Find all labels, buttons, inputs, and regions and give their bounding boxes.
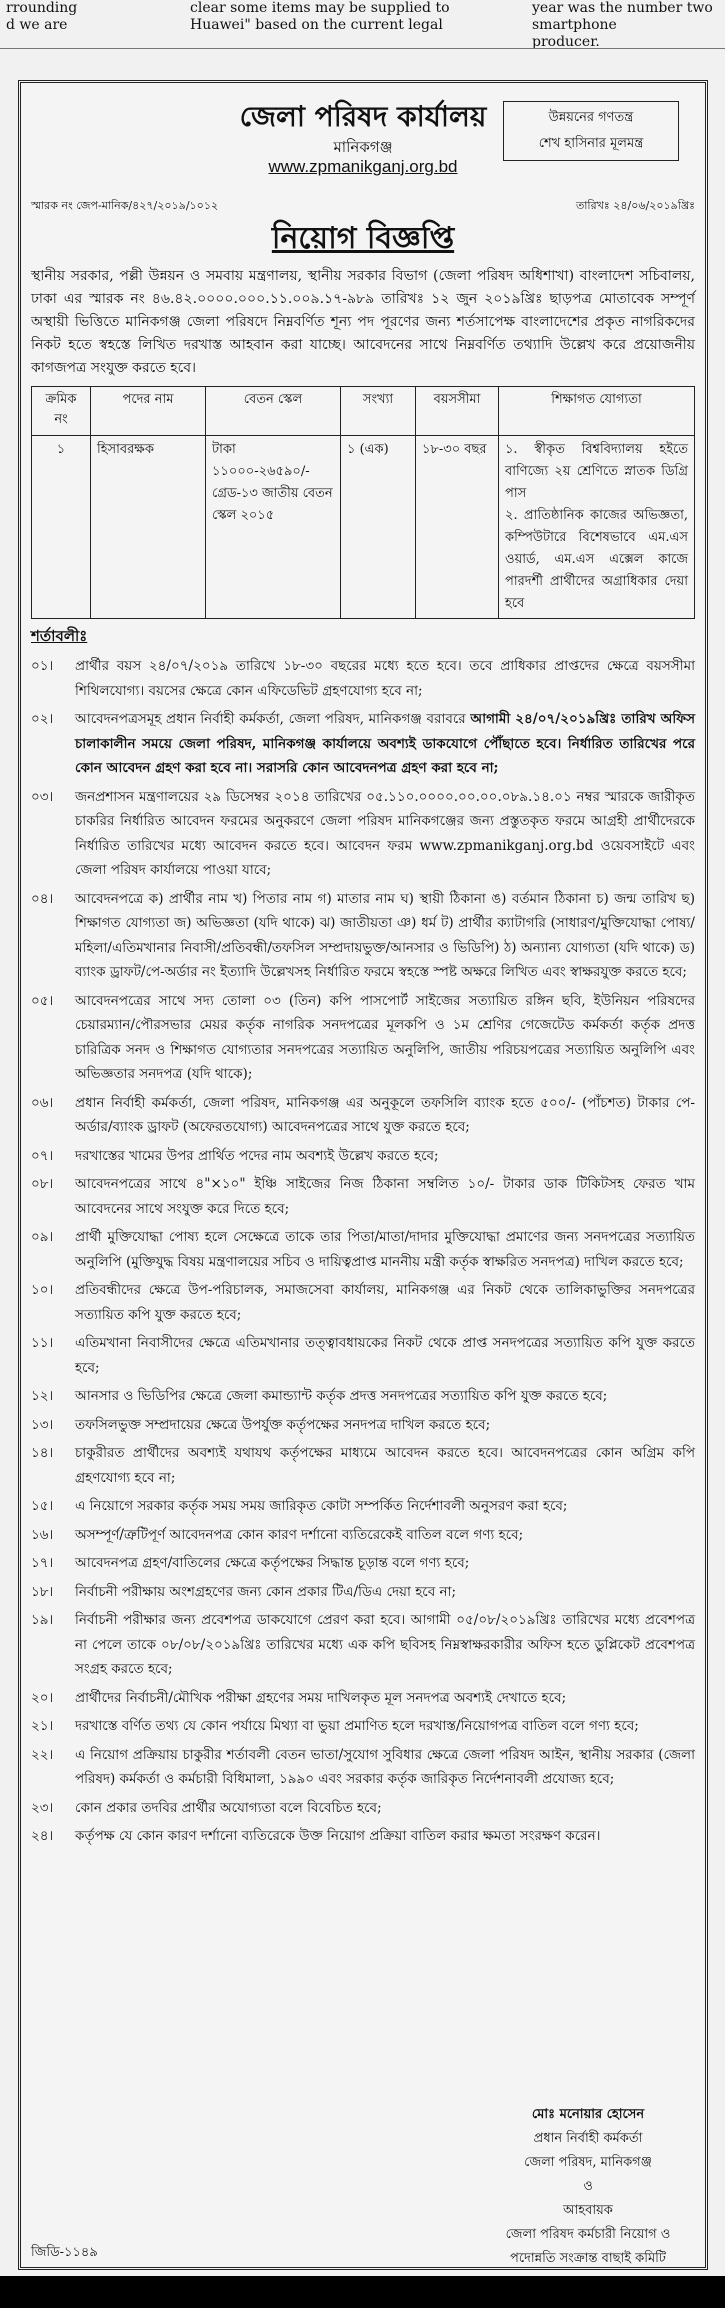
term-number: ১৩। [31,1416,54,1433]
motto-box [503,101,679,161]
term-item [31,1331,695,1380]
strip-divider [0,48,725,49]
strip-column-3: year was the number two smartphone producer. [532,0,713,50]
term-item [31,1144,695,1169]
term-item [31,1824,695,1849]
term-text: প্রার্থীর বয়স ২৪/০৭/২০১৯ তারিখে ১৮-৩০ বছরের মধ্যে হতে হবে। তবে প্রাধিকার প্রাপ্তদের ক্ষেত্রে বয়সসীমা শিথিলযোগ্য। বয়সের ক্ষেত্রে কোন এফিডেভিট গ্রহণযোগ্য হবে না; [75,658,695,699]
term-item [31,785,695,883]
term-number: ০৭। [31,1147,54,1164]
term-number: ১৫। [31,1498,54,1514]
signatory-and: ও [583,2179,593,2194]
advertisement-content [31,91,695,1853]
term-text: এতিমখানা নিবাসীদের ক্ষেত্রে এতিমখানার তত্ত্বাবধায়কের নিকট থেকে প্রাপ্ত সনদপত্রের সত্যায়িত কপি যুক্ত করতে হবে; [75,1335,695,1376]
terms-list [31,654,695,1849]
term-item [31,1441,695,1490]
header-count: সংখ্যা [341,387,416,436]
term-text: আবেদনপত্রের সাথে ৪"×১০" ইঞ্চি সাইজের নিজ ঠিকানা সম্বলিত ১০/- টাকার ডাক টিকিটসহ ফেরত খাম আবেদনের সাথে সংযুক্ত করে দিতে হবে; [75,1176,695,1217]
term-text: জনপ্রশাসন মন্ত্রণালয়ের ২৯ ডিসেম্বর ২০১৪ তারিখের ০৫.১১০.০০০০.০০.০০.০৮৯.১৪.০১ নম্বর স্মারকে জারীকৃত চাকরির নির্ধারিত আবেদন ফরমের অনুকরণে জেলা পরিষদ মানিকগঞ্জের জন্য প্রস্তুতকৃত ফরমে আগ্রহী প্রার্থীদেরকে নির্ধারিত তারিখের মধ্যে আবেদন করতে হবে। আবেদন ফরম www.zpmanikganj.org.bd ওয়েবসাইটে এবং জেলা পরিষদ কার্যালয়ে পাওয়া যাবে; [75,788,695,878]
term-item [31,707,695,781]
gd-code: জিডি-১১৪৯ [31,2245,98,2260]
cell-qualification [499,436,695,619]
term-item [31,1743,695,1792]
advertisement-box [18,80,708,2270]
motto-line-1: উন্নয়নের গণতন্ত্র [548,110,634,125]
term-number: ২৩। [31,1799,54,1816]
qualification-1: ১. স্বীকৃত বিশ্ববিদ্যালয় হইতে বাণিজ্যে ২য় শ্রেণিতে স্নাতক ডিগ্রি পাস [505,442,688,501]
term-item [31,1172,695,1221]
term-item [31,1686,695,1711]
cell-count: ১ (এক) [341,436,416,619]
website-link[interactable]: www.zpmanikganj.org.bd [268,157,458,176]
term-number: ২১। [31,1718,54,1734]
header-age: বয়সসীমা [416,387,499,436]
term-text-bold: আগামী ২৪/০৭/২০১৯খ্রিঃ তারিখ অফিস চালাকালীন সময়ে জেলা পরিষদ, মানিকগঞ্জ কার্যালয়ে অবশ্যই ডাকযোগে পৌঁছাতে হবে। নির্ধারিত তারিখের পরে কোন আবেদন গ্রহণ করা হবে না। সরাসরি কোন আবেদনপত্র গ্রহণ করা হবে না; [75,711,695,776]
term-item [31,1413,695,1438]
term-item [31,1225,695,1274]
term-item [31,989,695,1087]
term-text: দরখাস্তে বর্ণিত তথ্য যে কোন পর্যায়ে মিথ্যা বা ভুয়া প্রমাণিত হলে দরখাস্ত/নিয়োগপত্র বাতিল বলে গণ্য হবে; [75,1718,639,1734]
term-number: ১১। [31,1335,54,1351]
term-text: অসম্পূর্ণ/ত্রুটিপূর্ণ আবেদনপত্র কোন কারণ দর্শানো ব্যতিরেকেই বাতিল বলে গণ্য হবে; [75,1526,524,1543]
term-number: ১৮। [31,1583,54,1600]
notice-title: নিয়োগ বিজ্ঞপ্তি [271,221,455,256]
header-serial: ক্রমিক নং [32,387,91,436]
reference-row [31,191,695,219]
term-text: প্রার্থীদের নির্বাচনী/মৌখিক পরীক্ষা গ্রহণের সময় দাখিলকৃত মূল সনদপত্র অবশ্যই দেখাতে হবে; [75,1689,567,1706]
signatory-title: প্রধান নির্বাহী কর্মকর্তা [533,2131,643,2146]
motto-line-2: শেখ হাসিনার মূলমন্ত্র [538,136,644,151]
term-text: তফসিলভুক্ত সম্প্রদায়ের ক্ষেত্রে উপর্যুক্ত কর্তৃপক্ষের সনদপত্র দাখিল করতে হবে; [75,1416,491,1433]
vacancy-table [31,386,695,619]
term-item [31,1551,695,1576]
term-number: ১০। [31,1282,54,1298]
signatory-name: মোঃ মনোয়ার হোসেন [531,2107,645,2122]
term-text: এ নিয়োগে সরকার কর্তৃক সময় সময় জারিকৃত কোটা সম্পর্কিত নির্দেশাবলী অনুসরণ করা হবে; [75,1498,568,1514]
term-number: ০৩। [31,788,54,805]
intro-paragraph: স্থানীয় সরকার, পল্লী উন্নয়ন ও সমবায় মন্ত্রণালয়, স্থানীয় সরকার বিভাগ (জেলা পরিষদ অধিশাখা) বাংলাদেশ সচিবালয়, ঢাকা এর স্মারক নং ৪৬.৪২.০০০০.০০০.১১.০০৯.১৭-৯৮৯ তারিখঃ ১২ জুন ২০১৯খ্রিঃ ছাড়পত্র মোতাবেক সম্পূর্ণ অস্থায়ী ভিত্তিতে মানিকগঞ্জ জেলা পরিষদে নিম্নবর্ণিত শূন্য পদ পূরণের জন্য শর্তসাপেক্ষ বাংলাদেশের প্রকৃত নাগরিকদের নিকট হতে স্বহস্তে লিখিত দরখাস্ত আহবান করা যাচ্ছে। আবেদনের সাথে নিম্নবর্ণিত তথ্যাদি উল্লেখ করে প্রয়োজনীয় কাগজপত্র সংযুক্ত করতে হবে। [31,268,695,376]
strip-column-2: clear some items may be supplied to Huawei" based on the current legal [190,0,450,33]
term-number: ১৪। [31,1445,54,1461]
terms-heading: শর্তাবলীঃ [31,627,88,645]
term-text: নির্বাচনী পরীক্ষায় অংশগ্রহণের জন্য কোন প্রকার টিএ/ডিএ দেয়া হবে না; [75,1583,457,1600]
header-scale: বেতন স্কেল [206,387,341,436]
organization-name: জেলা পরিষদ কার্যালয় [239,100,487,133]
term-text: এ নিয়োগ প্রক্রিয়ায় চাকুরীর শর্তাবলী বেতন ভাতা/সুযোগ সুবিধার ক্ষেত্রে জেলা পরিষদ আইন, স্থানীয় সরকার (জেলা পরিষদ) কর্মকর্তা ও কর্মচারী বিধিমালা, ১৯৯০ এবং সরকার কর্তৃক জারিকৃত নির্দেশনাবলী প্রযোজ্য হবে; [75,1746,695,1787]
term-number: ০১। [31,658,54,674]
cell-scale: টাকা ১১০০০-২৬৫৯০/- গ্রেড-১৩ জাতীয় বেতন স্কেল ২০১৫ [206,436,341,619]
term-number: ০৬। [31,1094,54,1111]
signatory-role: আহবায়ক [563,2203,613,2218]
term-item [31,1608,695,1682]
term-number: ১৯। [31,1612,54,1628]
qualification-2: ২. প্রাতিষ্ঠানিক কাজের অভিজ্ঞতা, কম্পিউটারে বিশেষভাবে এম.এস ওয়ার্ড, এম.এস এক্সেল কাজে পারদর্শী প্রার্থীদের অগ্রাধিকার দেয়া হবে [505,508,688,611]
term-text: চাকুরীরত প্রার্থীদের অবশ্যই যথাযথ কর্তৃপক্ষের মাধ্যমে আবেদন করতে হবে। আবেদনপত্রের কোন অগ্রিম কপি গ্রহণযোগ্য হবে না; [75,1445,695,1486]
term-number: ১৭। [31,1555,54,1571]
term-text [75,707,695,781]
term-number: ০২। [31,711,54,727]
term-text: প্রার্থী মুক্তিযোদ্ধা পোষ্য হলে সেক্ষেত্রে তাকে তার পিতা/মাতা/দাদার মুক্তিযোদ্ধা প্রমাণের জন্য সনদপত্রের সত্যায়িত অনুলিপি (মুক্তিযুদ্ধ বিষয় মন্ত্রণালয়ের সচিব ও দায়িত্বপ্রাপ্ত মাননীয় মন্ত্রী কর্তৃক স্বাক্ষরিত সনদপত্র) দাখিল করতে হবে; [75,1229,695,1270]
cell-post: হিসাবরক্ষক [91,436,206,619]
term-number: ০৯। [31,1229,54,1245]
term-text: প্রতিবন্ধীদের ক্ষেত্রে উপ-পরিচালক, সমাজসেবা কার্যালয়, মানিকগঞ্জ এর নিকট থেকে তালিকাভুক্তির সনদপত্রের সত্যায়িত কপি যুক্ত করতে হবে; [75,1282,695,1323]
term-text: আবেদনপত্রে ক) প্রার্থীর নাম খ) পিতার নাম গ) মাতার নাম ঘ) স্থায়ী ঠিকানা ঙ) বর্তমান ঠিকানা চ) জন্ম তারিখ ছ) শিক্ষাগত যোগ্যতা জ) অভিজ্ঞতা (যদি থাকে) ঝ) জাতীয়তা ঞ) ধর্ম ট) প্রার্থীর ক্যাটাগরি (সাধারণ/মুক্তিযোদ্ধা পোষ্য/মহিলা/এতিমখানার নিবাসী/প্রতিবন্ধী/তফসিল সম্প্রদায়ভুক্ত/আনসার ও ভিডিপি) ঠ) অন্যান্য যোগ্যতা (যদি থাকে) ড) ব্যাংক ড্রাফট/পে-অর্ডার নং ইত্যাদি উল্লেখসহ নির্ধারিত ফরমে স্বহস্তে স্পষ্ট অক্ষরে লিখিত এবং স্বাক্ষরযুক্ত করতে হবে; [75,890,695,980]
notice-header [31,91,695,191]
signatory-office: জেলা পরিষদ, মানিকগঞ্জ [524,2155,652,2170]
committee-line-1: জেলা পরিষদ কর্মচারী নিয়োগ ও [505,2227,671,2242]
memo-date: তারিখঃ ২৪/০৬/২০১৯খ্রিঃ [575,199,695,212]
term-text: নির্বাচনী পরীক্ষার জন্য প্রবেশপত্র ডাকযোগে প্রেরণ করা হবে। আগামী ০৫/০৮/২০১৯খ্রিঃ তারিখের মধ্যে প্রবেশপত্র না পেলে তাকে ০৮/০৮/২০১৯খ্রিঃ তারিখের মধ্যে এক কপি ছবিসহ নিম্নস্বাক্ষরকারীর অফিস হতে ডুপ্লিকেট প্রবেশপত্র সংগ্রহ করতে হবে; [75,1612,695,1677]
header-qualification: শিক্ষাগত যোগ্যতা [499,387,695,436]
cell-serial: ১ [32,436,91,619]
term-item [31,1714,695,1739]
term-number: ০৪। [31,890,54,907]
term-item [31,1091,695,1140]
term-text: আবেদনপত্র গ্রহণ/বাতিলের ক্ষেত্রে কর্তৃপক্ষের সিদ্ধান্ত চূড়ান্ত বলে গণ্য হবে; [75,1555,470,1571]
term-number: ১৬। [31,1526,54,1543]
term-text: আনসার ও ভিডিপির ক্ষেত্রে জেলা কমান্ড্যান্ট কর্তৃক প্রদত্ত সনদপত্রের সত্যায়িত কপি যুক্ত করতে হবে; [75,1388,608,1404]
term-text: কোন প্রকার তদবির প্রার্থীর অযোগ্যতা বলে বিবেচিত হবে; [75,1799,382,1816]
term-item [31,1278,695,1327]
memo-number: স্মারক নং জেপ-মানিক/৪২৭/২০১৯/১০১২ [31,199,219,212]
term-item [31,1796,695,1821]
table-row [32,436,695,619]
term-item [31,887,695,985]
bottom-black-bar [0,2276,725,2308]
term-number: ০৫। [31,992,54,1009]
term-item [31,1384,695,1409]
term-number: ২২। [31,1746,54,1763]
district-name: মানিকগঞ্জ [333,138,393,156]
term-number: ০৮। [31,1176,54,1192]
strip-column-1: rrounding d we are [6,0,78,33]
committee-line-2: পদোন্নতি সংক্রান্ত বাছাই কমিটি [510,2251,666,2266]
signature-block [473,2103,703,2295]
newspaper-top-strip [0,0,725,50]
term-text: আবেদনপত্রের সাথে সদ্য তোলা ০৩ (তিন) কপি পাসপোর্ট সাইজের সত্যায়িত রঙ্গিন ছবি, ইউনিয়ন পরিষদের চেয়ারম্যান/পৌরসভার মেয়র কর্তৃক নাগরিক সনদপত্রের মূলকপি ও ১ম শ্রেণির গেজেটেড কর্মকর্তা কর্তৃক প্রদত্ত চারিত্রিক সনদ ও শিক্ষাগত যোগ্যতার সনদপত্রের সত্যায়িত অনুলিপি, জাতীয় পরিচয়পত্রের সত্যায়িত অনুলিপি এবং অভিজ্ঞতার সনদপত্র (যদি থাকে); [75,992,695,1082]
term-text-regular: আবেদনপত্রসমূহ প্রধান নির্বাহী কর্মকর্তা, জেলা পরিষদ, মানিকগঞ্জ বরাবরে [75,711,466,727]
table-header-row [32,387,695,436]
header-post: পদের নাম [91,387,206,436]
term-number: ১২। [31,1388,54,1404]
term-text: কর্তৃপক্ষ যে কোন কারণ দর্শানো ব্যতিরেকে উক্ত নিয়োগ প্রক্রিয়া বাতিল করার ক্ষমতা সংরক্ষণ করেন। [75,1828,601,1844]
term-item [31,654,695,703]
term-item [31,1580,695,1605]
term-item [31,1494,695,1519]
term-text: প্রধান নির্বাহী কর্মকর্তা, জেলা পরিষদ, মানিকগঞ্জ এর অনুকূলে তফসিলি ব্যাংক হতে ৫০০/- (পাঁচশত) টাকার পে-অর্ডার/ব্যাংক ড্রাফট (অফেরতযোগ্য) আবেদনপত্রের সাথে যুক্ত করতে হবে; [75,1094,695,1135]
term-number: ২০। [31,1689,54,1706]
term-text: দরখাস্তের খামের উপর প্রার্থিত পদের নাম অবশ্যই উল্লেখ করতে হবে; [75,1147,439,1164]
term-item [31,1523,695,1548]
term-number: ২৪। [31,1828,54,1844]
cell-age: ১৮-৩০ বছর [416,436,499,619]
